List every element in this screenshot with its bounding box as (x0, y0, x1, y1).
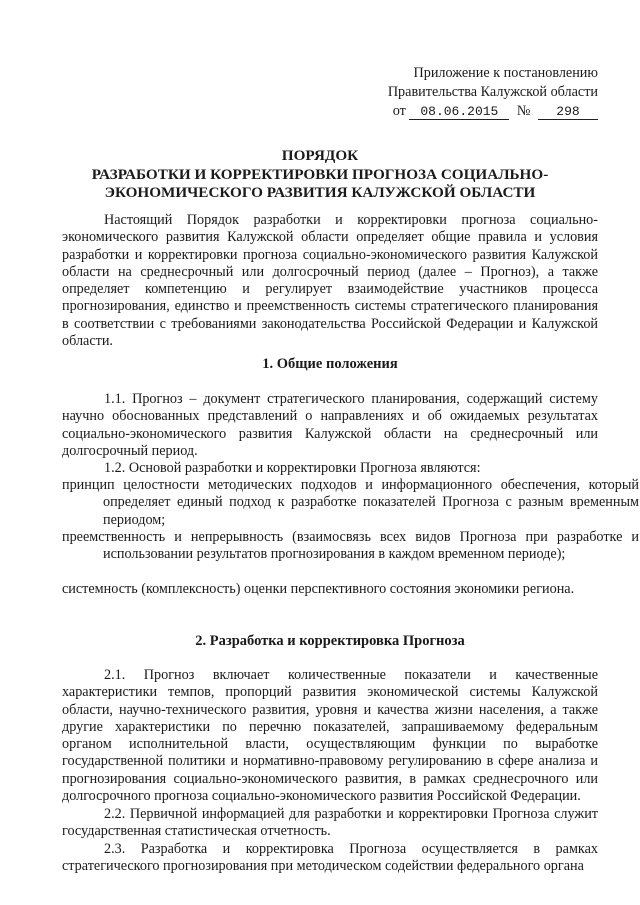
section-2-paragraph-1: 2.1. Прогноз включает количественные показатели и качественные характеристики темпов, пропорций развития экономической системы Калужской области, научно-технического развития, уровня и качества жизни населения, а также другие характеристики по перечню показателей, запрашиваемому федеральным органом исполнительной власти, осуществляющим функции по выработке государственной политики и нормативно-правовому регулированию в сфере анализа и прогнозирования социально-экономического развития, в рамках среднесрочного или долгосрочного прогноза социально-экономического развития Российской Федерации. (62, 667, 598, 805)
title-line-3: ЭКОНОМИЧЕСКОГО РАЗВИТИЯ КАЛУЖСКОЙ ОБЛАСТИ (104, 184, 536, 201)
document-title (40, 147, 600, 203)
from-label: от (392, 103, 406, 119)
principle-item-1: принцип целостности методических подходов и информационного обеспечения, который определяет единый подход к разработке показателей Прогноза с разным временным периодом; (62, 477, 639, 528)
intro-paragraph: Настоящий Порядок разработки и корректировки прогноза социально-экономического развития Калужской области определяет общие правила и условия разработки и корректировки прогноза социально-экономического развития Калужской области на среднесрочный или долгосрочный период (далее – Прогноз), а также определяет компетенцию и регулирует взаимодействие участников процесса прогнозирования, единство и преемственность системы стратегического планирования в соответствии с требованиями законодательства Российской Федерации и Калужской области. (62, 212, 598, 350)
principle-item-2: преемственность и непрерывность (взаимосвязь всех видов Прогноза при разработке и использовании результатов прогнозирования в каждом временном периоде); (62, 529, 639, 563)
number-label: № (516, 103, 531, 119)
appendix-line-1: Приложение к постановлению (413, 65, 598, 81)
appendix-date-row (388, 102, 598, 121)
appendix-block (388, 64, 598, 121)
section-1-paragraph-1: 1.1. Прогноз – документ стратегического планирования, содержащий систему научно обоснованных представлений о направлениях и об ожидаемых результатах социально-экономического развития Калужской области на среднесрочный или долгосрочный период. (62, 391, 598, 459)
section-2-paragraph-2: 2.2. Первичной информацией для разработки и корректировки Прогноза служит государственная статистическая отчетность. (62, 806, 598, 840)
section-1-paragraph-2: 1.2. Основой разработки и корректировки Прогноза являются: (104, 460, 481, 476)
decree-number: 298 (538, 105, 598, 120)
section-2-paragraph-3: 2.3. Разработка и корректировка Прогноза осуществляется в рамках стратегического прогнозирования при методическом содействии федерального органа (62, 841, 598, 875)
section-2-heading: 2. Разработка и корректировка Прогноза (195, 633, 465, 649)
title-line-2: РАЗРАБОТКИ И КОРРЕКТИРОВКИ ПРОГНОЗА СОЦИАЛЬНО- (91, 165, 549, 183)
principle-item-3: системность (комплексность) оценки перспективного состояния экономики региона. (62, 581, 575, 597)
decree-date: 08.06.2015 (409, 105, 509, 120)
appendix-line-2: Правительства Калужской области (387, 84, 598, 100)
section-1-heading: 1. Общие положения (262, 356, 398, 372)
title-line-1: ПОРЯДОК (281, 147, 359, 164)
